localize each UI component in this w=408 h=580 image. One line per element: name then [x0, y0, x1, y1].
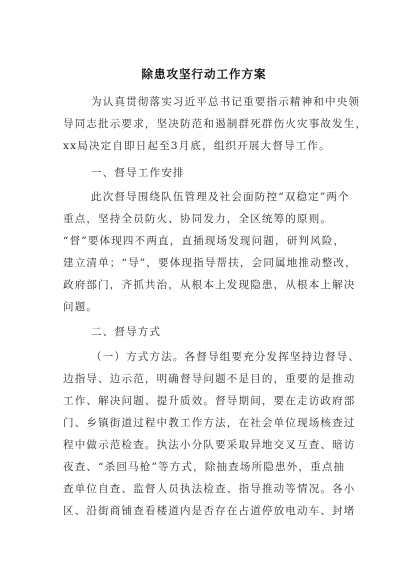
paragraph-line: 查单位自查、监督人员执法检查、指导推动等情况。各小 [63, 483, 356, 495]
document-title: 除患攻坚行动工作方案 [141, 67, 267, 81]
paragraph-line: 边指导、边示范，明确督导问题不是目的，重要的是推动 [63, 373, 356, 385]
section-heading: 二、督导方式 [91, 326, 162, 338]
paragraph-line: 门、乡镇街道过程中教工作方法，在社会单位现场核查过 [63, 417, 356, 429]
paragraph-line: xx局决定自即日起至3月底，组织开展大督导工作。 [63, 140, 331, 152]
paragraph-line: 重点，坚持全员防火、协同发力，全区统筹的原则。 [63, 213, 333, 225]
paragraph-line: 夜查、“杀回马枪”等方式，除抽查场所隐患外，重点抽 [63, 461, 346, 473]
paragraph-line: 区、沿街商铺查看楼道内是否存在占道停放电动车、封堵 [63, 505, 356, 517]
paragraph-line: 程中做示范检查。执法小分队要采取异地交叉互查、暗访 [63, 439, 356, 451]
paragraph-line: 工作、解决问题、提升质效。督导期间，要在走访政府部 [63, 395, 356, 407]
section-heading: 一、督导工作安排 [91, 167, 185, 179]
paragraph-line: 此次督导围绕队伍管理及社会面防控“双稳定”两个 [91, 191, 350, 203]
paragraph-line: 政府部门，齐抓共治，从根本上发现隐患，从根本上解决 [63, 279, 356, 291]
paragraph-line: （一）方式方法。各督导组要充分发挥坚持边督导、 [91, 351, 361, 363]
paragraph-line: 为认真贯彻落实习近平总书记重要指示精神和中央领 [91, 96, 361, 108]
paragraph-line: 问题。 [63, 301, 99, 313]
paragraph-line: 建立清单；“导”，要体现指导帮扶，会同属地推动整改， [63, 257, 357, 269]
paragraph-line: “督”要体现四不两直，直插现场发现问题，研判风险， [63, 235, 346, 247]
paragraph-line: 导同志批示要求，坚决防范和遏制群死群伤火灾事故发生， [63, 118, 368, 130]
